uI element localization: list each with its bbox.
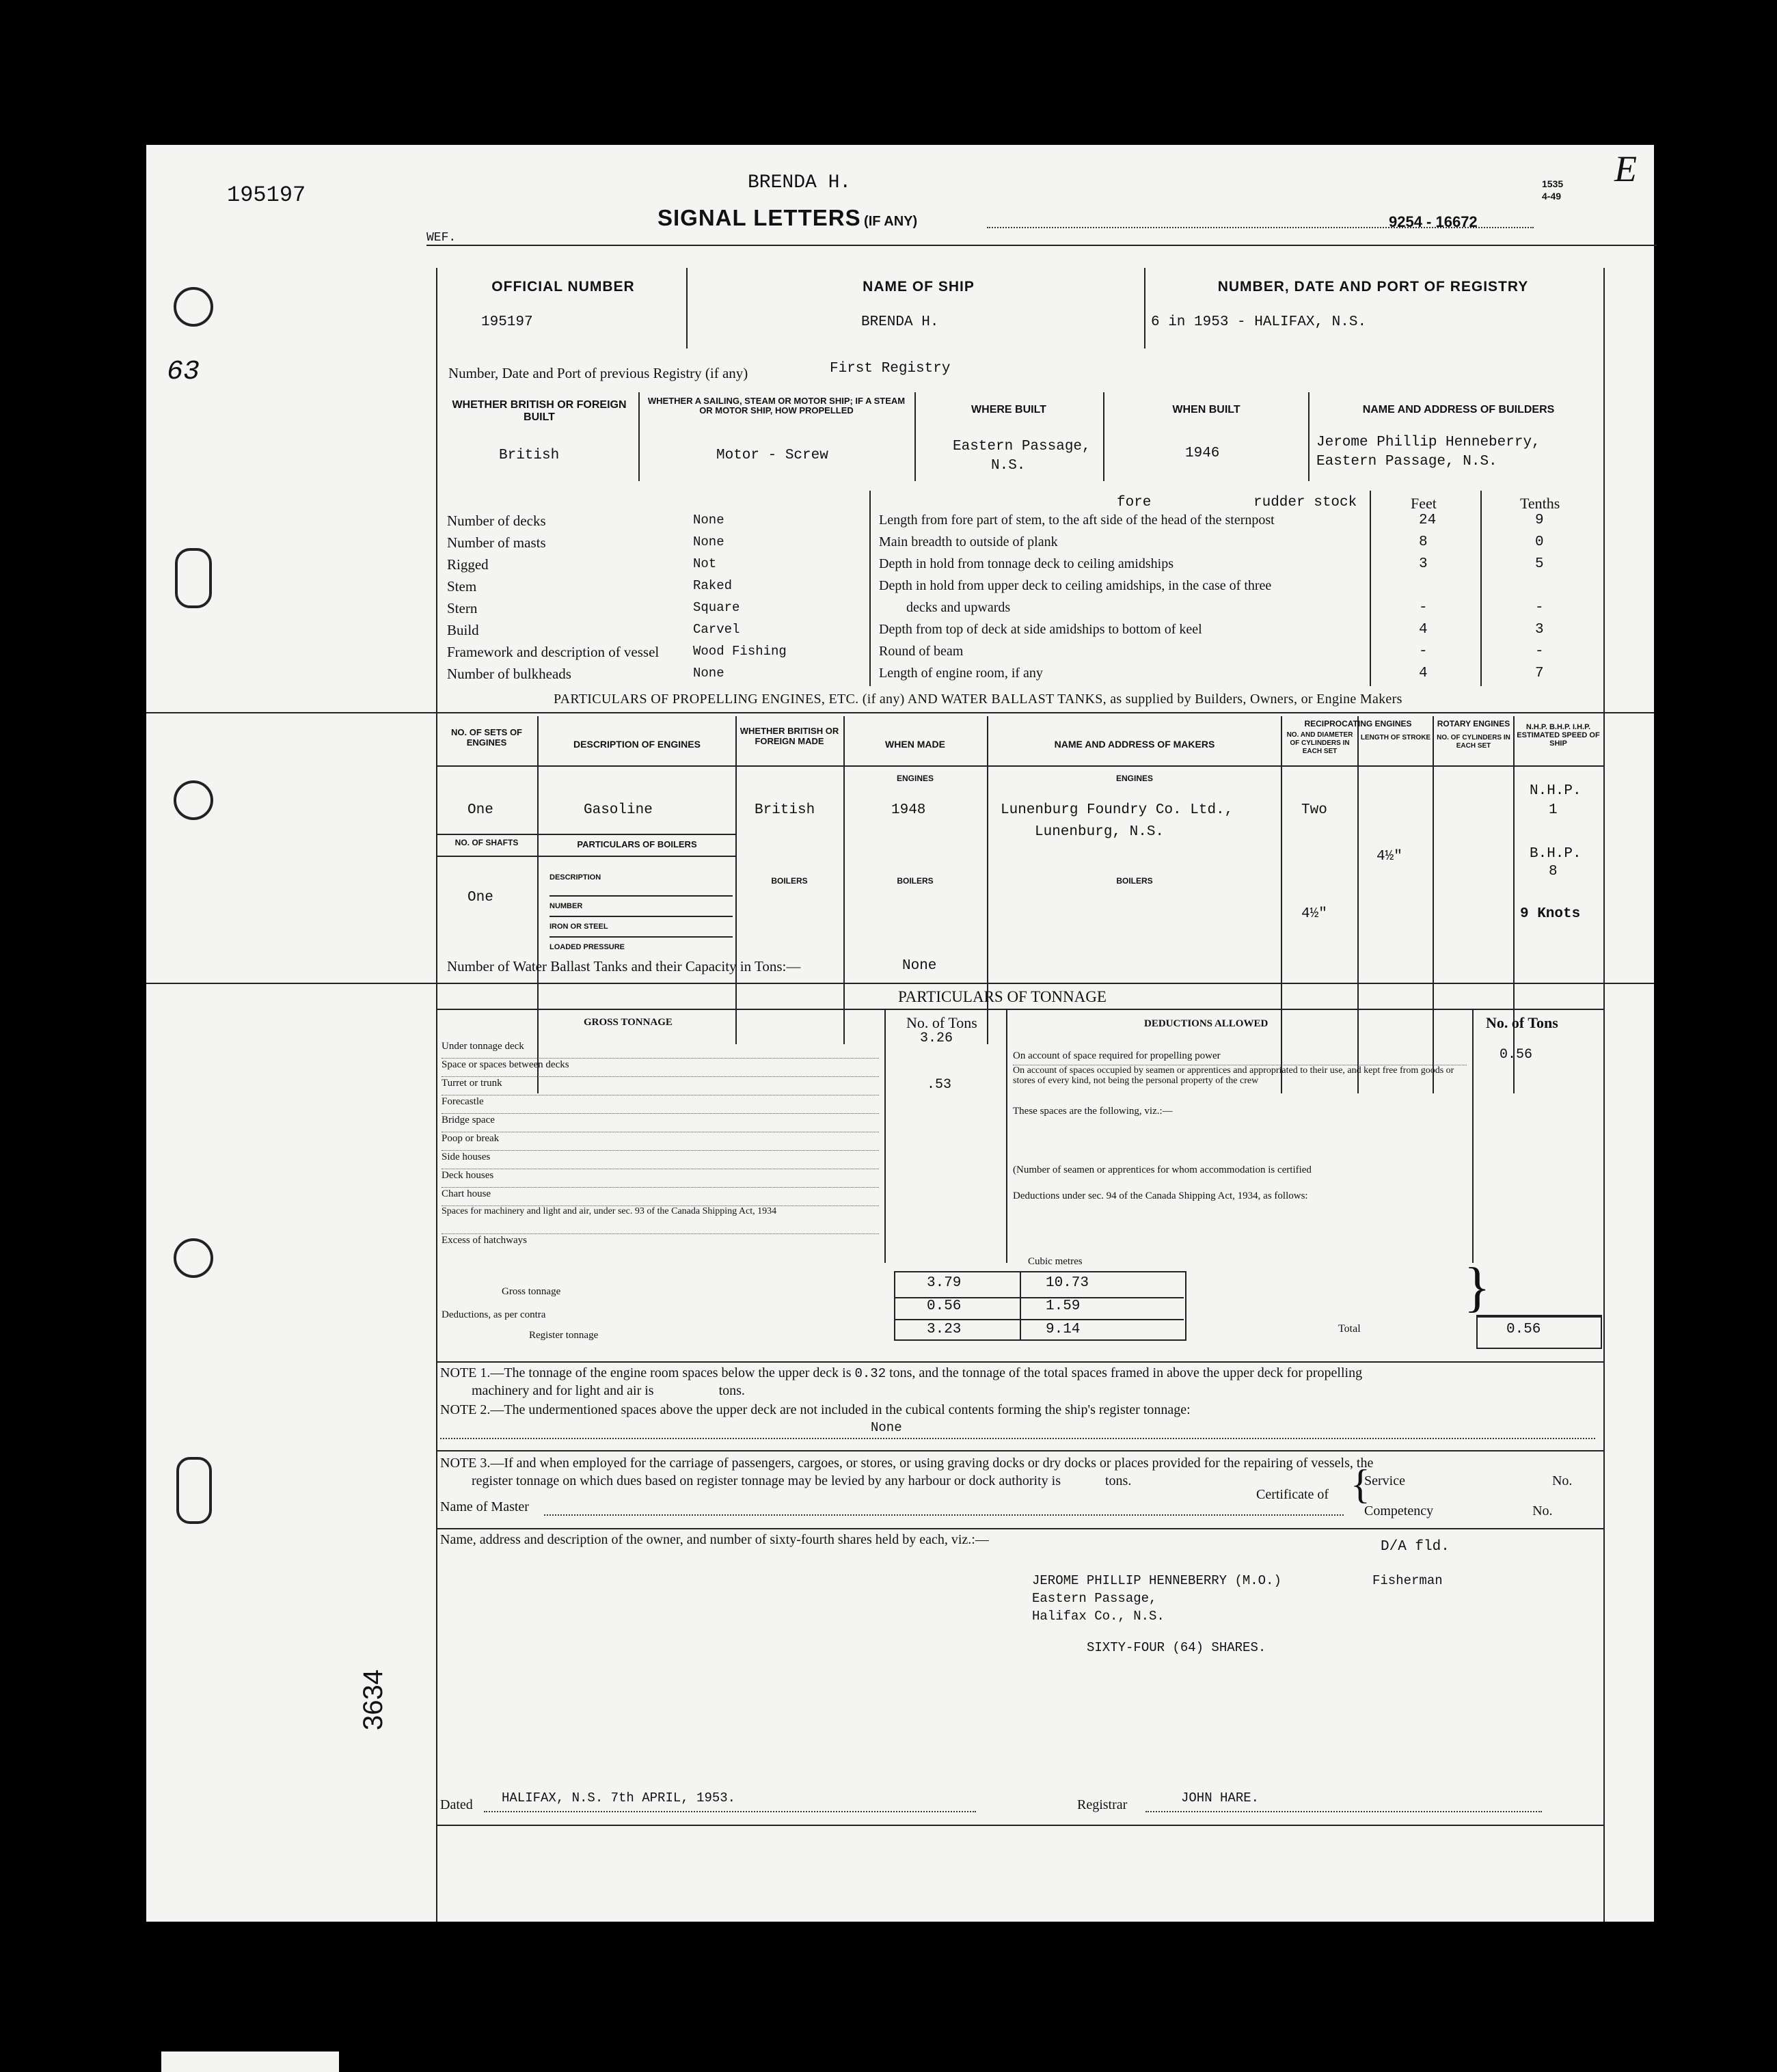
where-built-line1: Eastern Passage, <box>953 439 1091 454</box>
shafts-label: NO. OF SHAFTS <box>455 838 519 847</box>
deduction-rows <box>1013 1047 1533 1208</box>
feet-label: Feet <box>1411 495 1437 512</box>
dimension-row: Depth in hold from upper deck to ceiling amidships, in the case of three <box>879 578 1272 593</box>
dimension-row: decks and upwards - - <box>906 600 1544 616</box>
totals-rule-2 <box>894 1319 1184 1320</box>
deduction-row: Deductions under sec. 94 of the Canada Shipping Act, 1934, as follows: <box>1013 1190 1308 1201</box>
dimension-row: Length of engine room, if any 4 7 <box>879 666 1544 681</box>
note2-value: None <box>871 1420 902 1435</box>
owner-rule <box>436 1528 1603 1529</box>
speed-value: 9 Knots <box>1520 906 1581 922</box>
official-number-label: OFFICIAL NUMBER <box>491 279 635 295</box>
particulars-left <box>447 513 864 687</box>
master-line <box>544 1514 1344 1516</box>
form-code: 1535 4-49 <box>1542 178 1564 202</box>
boiler-row: DESCRIPTION <box>550 873 733 897</box>
certificate-label: Certificate of <box>1256 1487 1329 1502</box>
register-tons-value: 3.23 <box>927 1322 962 1337</box>
service-row <box>1364 1473 1572 1489</box>
reg-div-1 <box>686 268 688 349</box>
nhp-label: N.H.P. <box>1530 783 1582 799</box>
deductions-header: DEDUCTIONS ALLOWED <box>1144 1018 1269 1029</box>
owner-da: D/A fld. <box>1381 1539 1450 1555</box>
deductions-brace: } <box>1464 1257 1491 1318</box>
stroke-value: 4½" <box>1376 849 1402 864</box>
gross-tonnage-label: Gross tonnage <box>502 1286 561 1297</box>
boiler-row: NUMBER <box>550 897 733 917</box>
annotation-fore: fore <box>1117 495 1152 510</box>
gross-row: Deck houses <box>442 1169 879 1188</box>
sets-label: NO. OF SETS OF ENGINES <box>450 727 522 748</box>
ballast-rule <box>146 983 1654 984</box>
nhp-value: 1 <box>1549 802 1558 818</box>
note1-line1 <box>440 1365 1362 1381</box>
makers-line2: Lunenburg, N.S. <box>1035 824 1165 840</box>
desc-label: DESCRIPTION OF ENGINES <box>573 739 701 750</box>
note1-value: 0.32 <box>854 1366 886 1381</box>
previous-registry-label: Number, Date and Port of previous Registry (if any) <box>448 365 748 381</box>
engine-desc-value: Gasoline <box>584 802 653 818</box>
deduction-row: (Number of seamen or apprentices for whom accommodation is certified <box>1013 1164 1312 1175</box>
tonnage-col-3 <box>1472 1009 1474 1263</box>
previous-registry-value: First Registry <box>830 361 951 377</box>
punch-hole-4 <box>174 1238 213 1278</box>
deduction-row: These spaces are the following, viz.:— <box>1013 1106 1173 1117</box>
eng-col-6 <box>1357 716 1359 1093</box>
british-built-label: WHETHER BRITISH OR FOREIGN BUILT <box>452 399 627 423</box>
dated-value: HALIFAX, N.S. 7th APRIL, 1953. <box>502 1790 736 1805</box>
gross-header: GROSS TONNAGE <box>584 1017 673 1028</box>
owner-name: JEROME PHILLIP HENNEBERRY (M.O.) <box>1032 1573 1281 1588</box>
note1-c: machinery and for light and air is <box>472 1383 654 1398</box>
builders-line1: Jerome Phillip Henneberry, <box>1316 435 1541 450</box>
register-cubic-value: 9.14 <box>1046 1322 1081 1337</box>
registrar-line <box>1145 1811 1542 1812</box>
gross-row: Excess of hatchways <box>442 1235 527 1246</box>
signal-letters-suffix: (IF ANY) <box>864 214 918 229</box>
punch-hole-2 <box>175 548 212 608</box>
eng-col-5 <box>1281 716 1282 1093</box>
ballast-label: Number of Water Ballast Tanks and their Capacity in Tons:— <box>447 958 801 974</box>
shafts-value: One <box>467 890 493 905</box>
boiler-row: IRON OR STEEL <box>550 917 733 938</box>
signal-letters-label: SIGNAL LETTERS <box>657 205 861 230</box>
tonnage-hdr-top <box>436 1009 1603 1010</box>
note1-b: tons, and the tonnage of the total spaces framed in above the upper deck for propelling <box>889 1365 1363 1380</box>
particular-row: Stem Raked <box>447 578 733 595</box>
no-tons-header: No. of Tons <box>906 1014 977 1031</box>
build-div-3 <box>1103 392 1104 481</box>
gross-row: Forecastle <box>442 1095 879 1114</box>
gross-cubic-value: 10.73 <box>1046 1275 1089 1291</box>
british-made-label: WHETHER BRITISH OR FOREIGN MADE <box>740 726 839 746</box>
bhp-label: B.H.P. <box>1530 846 1582 862</box>
reg-div-2 <box>1144 268 1145 349</box>
official-number-value: 195197 <box>481 314 533 330</box>
cubic-label: Cubic metres <box>1028 1256 1083 1267</box>
build-div-2 <box>914 392 916 481</box>
build-div-1 <box>638 392 640 481</box>
engine-when-value: 1948 <box>891 802 926 818</box>
deduction-row: On account of space required for propelling power 0.56 <box>1013 1050 1467 1065</box>
owner-addr1: Eastern Passage, <box>1032 1591 1157 1606</box>
bottom-label-strip <box>161 2051 339 2072</box>
particulars-right <box>879 513 1597 687</box>
build-div-4 <box>1308 392 1310 481</box>
particular-row: Rigged Not <box>447 556 717 573</box>
speed-label: N.H.P. B.H.P. I.H.P. ESTIMATED SPEED OF SHIP <box>1517 723 1600 748</box>
boiler-rows <box>550 873 733 957</box>
gross-tons-value: 3.79 <box>927 1275 962 1291</box>
gross-row: Bridge space <box>442 1114 879 1132</box>
tonnage-col-1 <box>884 1009 886 1263</box>
totals-box-mid <box>1020 1271 1021 1339</box>
form-right-rule <box>1603 268 1605 1922</box>
notes-rule-top <box>436 1361 1603 1363</box>
gross-row: Spaces for machinery and light and air, under sec. 93 of the Canada Shipping Act, 1934 <box>442 1206 879 1234</box>
wef-mark: WEF. <box>426 231 457 245</box>
particular-row: Stern Square <box>447 600 740 616</box>
gross-rows <box>442 1031 953 1252</box>
builders-line2: Eastern Passage, N.S. <box>1316 454 1497 469</box>
margin-mark: 63 <box>167 357 200 387</box>
deductions-label: Deductions, as per contra <box>442 1309 546 1320</box>
note1-d: tons. <box>718 1383 745 1398</box>
engine-british-value: British <box>755 802 815 818</box>
sub-boilers-2: BOILERS <box>897 876 934 886</box>
propulsion-value: Motor - Screw <box>716 448 828 463</box>
form-left-rule <box>436 268 437 1922</box>
eng-col-8 <box>1513 716 1515 1093</box>
registrar-value: JOHN HARE. <box>1181 1790 1260 1805</box>
dimension-row: Round of beam - - <box>879 644 1544 659</box>
registry-sheet <box>146 145 1654 1922</box>
dimension-row: Depth in hold from tonnage deck to ceiling amidships 3 5 <box>879 556 1544 572</box>
sub-engines-1: ENGINES <box>896 774 934 783</box>
particular-row: Number of bulkheads None <box>447 666 724 682</box>
rotary-label: ROTARY ENGINES <box>1437 719 1510 728</box>
cyl-label: NO. AND DIAMETER OF CYLINDERS IN EACH SET <box>1286 731 1353 755</box>
registry-label: NUMBER, DATE AND PORT OF REGISTRY <box>1217 279 1529 295</box>
margin-number: 3634 <box>358 1669 388 1730</box>
sets-value: One <box>467 802 493 818</box>
header-rule <box>426 245 1657 246</box>
note3-c: tons. <box>1104 1473 1132 1488</box>
where-built-label: WHERE BUILT <box>971 404 1046 415</box>
tenths-label: Tenths <box>1520 495 1560 512</box>
deduction-row: On account of spaces occupied by seamen or apprentices and appropriated to their use, and kept free from goods or stores of every kind, not being the personal property of the crew <box>1013 1065 1454 1086</box>
gross-row: Turret or trunk .53 <box>442 1077 879 1095</box>
signal-letters-title <box>657 205 917 231</box>
owner-addr2: Halifax Co., N.S. <box>1032 1609 1165 1624</box>
competency-label: Competency <box>1364 1503 1434 1518</box>
ship-name-top: BRENDA H. <box>748 172 852 193</box>
eng-col-7 <box>1433 716 1434 1093</box>
cyl-value: Two <box>1301 802 1327 818</box>
note1-line2 <box>472 1383 745 1399</box>
where-built-line2: N.S. <box>991 458 1026 474</box>
annotation-rudder: rudder stock <box>1253 495 1357 510</box>
eng-hdr-rule <box>436 765 1603 767</box>
cert-brace: { <box>1351 1462 1370 1507</box>
shafts-rule <box>436 834 737 835</box>
boilers-label: PARTICULARS OF BOILERS <box>577 839 697 849</box>
registry-value: 6 in 1953 - HALIFAX, N.S. <box>1151 314 1367 330</box>
boilers-hdr-rule <box>436 856 737 857</box>
when-built-value: 1946 <box>1185 446 1220 461</box>
dimension-row: Depth from top of deck at side amidships to bottom of keel 4 3 <box>879 622 1544 638</box>
ded-tons-value: 0.56 <box>927 1298 962 1314</box>
cyl-diam-value: 4½" <box>1301 906 1327 922</box>
propulsion-label: WHETHER A SAILING, STEAM OR MOTOR SHIP; IF A STEAM OR MOTOR SHIP, HOW PROPELLED <box>647 396 906 415</box>
dimension-row: Length from fore part of stem, to the aft side of the head of the sternpost 24 9 <box>879 513 1544 528</box>
dated-label: Dated <box>440 1797 473 1812</box>
particular-row: Framework and description of vessel Wood Fishing <box>447 644 787 660</box>
footer-rule <box>436 1825 1603 1826</box>
engines-title: PARTICULARS OF PROPELLING ENGINES, ETC. (if any) AND WATER BALLAST TANKS, as supplied by Builders, Owners, or Engine Makers <box>554 692 1402 707</box>
note2-line <box>440 1438 1595 1439</box>
gross-row: Poop or break <box>442 1132 879 1151</box>
master-label: Name of Master <box>440 1499 529 1514</box>
registrar-label: Registrar <box>1077 1797 1128 1812</box>
ballast-value: None <box>902 958 937 974</box>
note3-a: NOTE 3.—If and when employed for the carriage of passengers, cargoes, or stores, or using graving docks or dry docks or places provided for the repairing of vessels, the <box>440 1456 1374 1471</box>
engines-top-rule <box>146 712 1654 713</box>
total-label: Total <box>1338 1323 1361 1335</box>
bhp-value: 8 <box>1549 864 1558 880</box>
when-built-label: WHEN BUILT <box>1172 404 1240 415</box>
note1-a: NOTE 1.—The tonnage of the engine room spaces below the upper deck is <box>440 1365 852 1380</box>
tonnage-title: PARTICULARS OF TONNAGE <box>898 988 1107 1005</box>
gross-row: Space or spaces between decks <box>442 1059 879 1077</box>
gross-row: Chart house <box>442 1188 879 1206</box>
stroke-label: LENGTH OF STROKE <box>1360 734 1431 741</box>
makers-label: NAME AND ADDRESS OF MAKERS <box>1054 739 1215 750</box>
particulars-mid-rule <box>869 491 871 686</box>
particular-row: Number of decks None <box>447 513 724 529</box>
british-built-value: British <box>499 448 560 463</box>
register-tonnage-label: Register tonnage <box>529 1330 599 1341</box>
sub-boilers-3: BOILERS <box>1116 876 1153 886</box>
punch-hole-1 <box>174 287 213 327</box>
when-made-label: WHEN MADE <box>885 739 945 750</box>
ref-numbers: 9254 - 16672 <box>1389 213 1478 230</box>
official-number-top: 195197 <box>227 182 306 208</box>
dimension-row: Main breadth to outside of plank 8 0 <box>879 534 1544 550</box>
note2: NOTE 2.—The undermentioned spaces above the upper deck are not included in the cubical contents forming the ship's register tonnage: <box>440 1402 1191 1417</box>
sub-boilers-1: BOILERS <box>771 876 808 886</box>
no-tons-header-right: No. of Tons <box>1486 1014 1558 1031</box>
competency-row <box>1364 1503 1553 1519</box>
sub-engines-2: ENGINES <box>1115 774 1153 783</box>
owner-shares: SIXTY-FOUR (64) SHARES. <box>1087 1640 1266 1655</box>
owner-occupation: Fisherman <box>1372 1573 1443 1588</box>
note3-line2 <box>472 1473 1131 1489</box>
service-no-label: No. <box>1551 1473 1573 1488</box>
punch-hole-3 <box>174 780 213 820</box>
eng-col-1 <box>537 716 539 1093</box>
tonnage-col-2 <box>1006 1009 1007 1263</box>
marginal-mark: E <box>1614 148 1637 189</box>
boiler-row: LOADED PRESSURE <box>550 943 625 951</box>
owner-label: Name, address and description of the owner, and number of sixty-fourth shares held by each, viz.:— <box>440 1532 989 1547</box>
total-value: 0.56 <box>1506 1322 1541 1337</box>
particular-row: Number of masts None <box>447 534 724 551</box>
note3-b: register tonnage on which dues based on register tonnage may be levied by any harbour or dock authority is <box>472 1473 1061 1488</box>
makers-line1: Lunenburg Foundry Co. Ltd., <box>1001 802 1234 818</box>
ded-cubic-value: 1.59 <box>1046 1298 1081 1314</box>
dated-line <box>484 1811 976 1812</box>
name-of-ship-label: NAME OF SHIP <box>863 279 975 295</box>
service-label: Service <box>1364 1473 1405 1488</box>
competency-no-label: No. <box>1532 1503 1553 1518</box>
notes-rule-mid <box>436 1450 1603 1451</box>
particular-row: Build Carvel <box>447 622 740 638</box>
rotary-cyl-label: NO. OF CYLINDERS IN EACH SET <box>1437 734 1510 750</box>
recip-label: RECIPROCATING ENGINES <box>1304 719 1412 728</box>
builders-label: NAME AND ADDRESS OF BUILDERS <box>1362 404 1555 415</box>
gross-row: Under tonnage deck 3.26 <box>442 1040 879 1059</box>
gross-row: Side houses <box>442 1151 879 1169</box>
name-of-ship-value: BRENDA H. <box>861 314 939 330</box>
punch-hole-5 <box>176 1457 212 1524</box>
